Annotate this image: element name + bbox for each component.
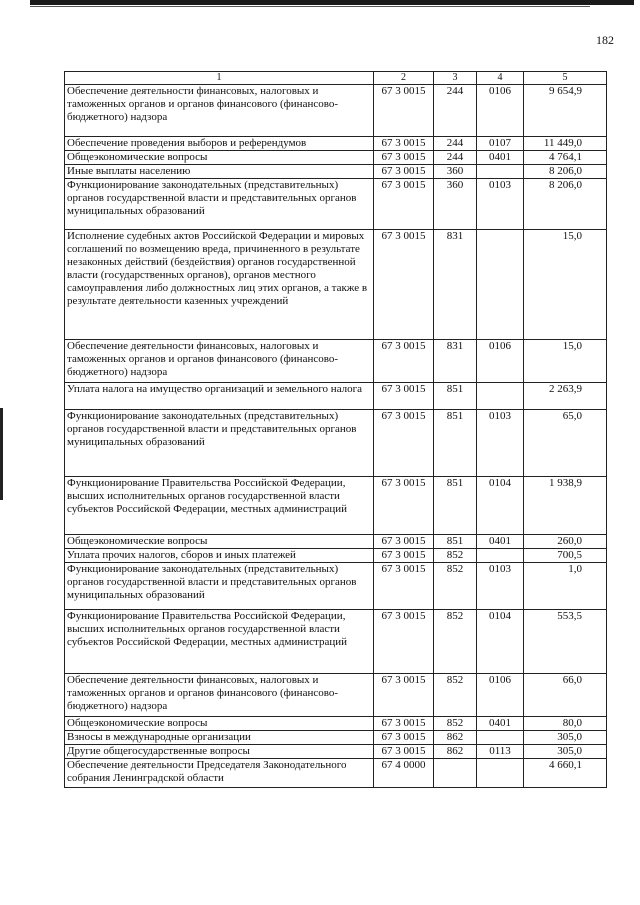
header-col-1: 1 bbox=[65, 72, 374, 85]
row-section bbox=[477, 549, 524, 563]
row-section bbox=[477, 383, 524, 410]
table-row bbox=[65, 759, 607, 788]
table-header-row bbox=[65, 72, 607, 85]
row-section: 0113 bbox=[477, 745, 524, 759]
row-expense-type: 244 bbox=[434, 151, 477, 165]
table-row bbox=[65, 563, 607, 610]
row-code: 67 3 0015 bbox=[374, 179, 434, 230]
budget-table-body bbox=[65, 72, 607, 788]
row-expense-type: 852 bbox=[434, 549, 477, 563]
row-amount: 305,0 bbox=[524, 731, 607, 745]
header-col-2: 2 bbox=[374, 72, 434, 85]
table-row bbox=[65, 610, 607, 674]
row-expense-type: 851 bbox=[434, 410, 477, 477]
row-amount: 8 206,0 bbox=[524, 165, 607, 179]
row-name: Функционирование законодательных (представительных) органов государственной власти и представительных органов муниципальных образований bbox=[65, 179, 374, 230]
row-code: 67 3 0015 bbox=[374, 610, 434, 674]
row-code: 67 3 0015 bbox=[374, 85, 434, 137]
row-code: 67 3 0015 bbox=[374, 731, 434, 745]
row-section: 0103 bbox=[477, 410, 524, 477]
row-amount: 65,0 bbox=[524, 410, 607, 477]
row-name: Общеэкономические вопросы bbox=[65, 151, 374, 165]
row-expense-type: 851 bbox=[434, 477, 477, 535]
row-code: 67 3 0015 bbox=[374, 137, 434, 151]
header-col-4: 4 bbox=[477, 72, 524, 85]
row-name: Иные выплаты населению bbox=[65, 165, 374, 179]
row-code: 67 3 0015 bbox=[374, 151, 434, 165]
table-row bbox=[65, 137, 607, 151]
row-section: 0107 bbox=[477, 137, 524, 151]
row-expense-type: 862 bbox=[434, 745, 477, 759]
row-code: 67 3 0015 bbox=[374, 410, 434, 477]
row-code: 67 3 0015 bbox=[374, 674, 434, 717]
row-amount: 4 764,1 bbox=[524, 151, 607, 165]
row-name: Функционирование законодательных (представительных) органов государственной власти и представительных органов муниципальных образований bbox=[65, 563, 374, 610]
row-amount: 1 938,9 bbox=[524, 477, 607, 535]
row-amount: 2 263,9 bbox=[524, 383, 607, 410]
table-row bbox=[65, 745, 607, 759]
row-section bbox=[477, 731, 524, 745]
row-expense-type: 852 bbox=[434, 717, 477, 731]
row-amount: 15,0 bbox=[524, 340, 607, 383]
row-name: Функционирование Правительства Российской Федерации, высших исполнительных органов государственной власти субъектов Российской Федерации, местных администраций bbox=[65, 610, 374, 674]
row-section: 0103 bbox=[477, 563, 524, 610]
row-name: Общеэкономические вопросы bbox=[65, 717, 374, 731]
header-col-3: 3 bbox=[434, 72, 477, 85]
row-amount: 553,5 bbox=[524, 610, 607, 674]
row-expense-type: 244 bbox=[434, 85, 477, 137]
row-amount: 4 660,1 bbox=[524, 759, 607, 788]
row-section bbox=[477, 759, 524, 788]
table-row bbox=[65, 179, 607, 230]
row-name: Общеэкономические вопросы bbox=[65, 535, 374, 549]
table-row bbox=[65, 410, 607, 477]
row-section bbox=[477, 165, 524, 179]
row-amount: 11 449,0 bbox=[524, 137, 607, 151]
row-amount: 305,0 bbox=[524, 745, 607, 759]
budget-table bbox=[64, 71, 607, 788]
row-code: 67 3 0015 bbox=[374, 340, 434, 383]
row-code: 67 3 0015 bbox=[374, 383, 434, 410]
row-code: 67 3 0015 bbox=[374, 230, 434, 340]
row-amount: 15,0 bbox=[524, 230, 607, 340]
header-col-5: 5 bbox=[524, 72, 607, 85]
row-name: Обеспечение деятельности финансовых, налоговых и таможенных органов и органов финансового (финансово-бюджетного) надзора bbox=[65, 85, 374, 137]
row-section: 0401 bbox=[477, 535, 524, 549]
row-name: Уплата прочих налогов, сборов и иных платежей bbox=[65, 549, 374, 563]
row-amount: 80,0 bbox=[524, 717, 607, 731]
row-expense-type bbox=[434, 759, 477, 788]
row-expense-type: 852 bbox=[434, 563, 477, 610]
page-number: 182 bbox=[596, 33, 614, 47]
row-expense-type: 852 bbox=[434, 610, 477, 674]
row-name: Обеспечение деятельности финансовых, налоговых и таможенных органов и органов финансового (финансово-бюджетного) надзора bbox=[65, 674, 374, 717]
row-amount: 260,0 bbox=[524, 535, 607, 549]
row-section: 0106 bbox=[477, 340, 524, 383]
row-amount: 66,0 bbox=[524, 674, 607, 717]
row-section: 0106 bbox=[477, 674, 524, 717]
row-section: 0401 bbox=[477, 717, 524, 731]
table-row bbox=[65, 151, 607, 165]
table-row bbox=[65, 165, 607, 179]
row-expense-type: 831 bbox=[434, 230, 477, 340]
row-section: 0104 bbox=[477, 477, 524, 535]
row-code: 67 3 0015 bbox=[374, 745, 434, 759]
scan-top-edge bbox=[30, 0, 634, 5]
row-name: Уплата налога на имущество организаций и земельного налога bbox=[65, 383, 374, 410]
row-expense-type: 862 bbox=[434, 731, 477, 745]
row-code: 67 3 0015 bbox=[374, 165, 434, 179]
table-row bbox=[65, 731, 607, 745]
row-code: 67 3 0015 bbox=[374, 563, 434, 610]
row-code: 67 3 0015 bbox=[374, 717, 434, 731]
row-name: Обеспечение деятельности финансовых, налоговых и таможенных органов и органов финансового (финансово-бюджетного) надзора bbox=[65, 340, 374, 383]
row-amount: 700,5 bbox=[524, 549, 607, 563]
row-amount: 1,0 bbox=[524, 563, 607, 610]
row-name: Обеспечение деятельности Председателя Законодательного собрания Ленинградской области bbox=[65, 759, 374, 788]
table-row bbox=[65, 535, 607, 549]
table-row bbox=[65, 340, 607, 383]
row-name: Функционирование Правительства Российской Федерации, высших исполнительных органов государственной власти субъектов Российской Федерации, местных администраций bbox=[65, 477, 374, 535]
row-section: 0106 bbox=[477, 85, 524, 137]
row-code: 67 3 0015 bbox=[374, 477, 434, 535]
row-name: Обеспечение проведения выборов и референдумов bbox=[65, 137, 374, 151]
row-name: Другие общегосударственные вопросы bbox=[65, 745, 374, 759]
row-name: Исполнение судебных актов Российской Федерации и мировых соглашений по возмещению вреда, причиненного в результате незаконных действий (бездействия) органов государственной власти (государственных органов), органов местного самоуправления либо должностных лиц этих органов, а также в результате деятельности казенных учреждений bbox=[65, 230, 374, 340]
table-row bbox=[65, 674, 607, 717]
table-row bbox=[65, 477, 607, 535]
row-section: 0401 bbox=[477, 151, 524, 165]
row-expense-type: 360 bbox=[434, 165, 477, 179]
row-section: 0103 bbox=[477, 179, 524, 230]
row-expense-type: 851 bbox=[434, 383, 477, 410]
row-code: 67 3 0015 bbox=[374, 549, 434, 563]
row-name: Взносы в международные организации bbox=[65, 731, 374, 745]
table-row bbox=[65, 383, 607, 410]
scan-binding-mark bbox=[0, 408, 3, 500]
table-row bbox=[65, 85, 607, 137]
table-row bbox=[65, 717, 607, 731]
row-section: 0104 bbox=[477, 610, 524, 674]
scan-top-edge-line bbox=[30, 6, 590, 7]
row-expense-type: 244 bbox=[434, 137, 477, 151]
table-row bbox=[65, 230, 607, 340]
row-code: 67 4 0000 bbox=[374, 759, 434, 788]
row-amount: 9 654,9 bbox=[524, 85, 607, 137]
row-expense-type: 851 bbox=[434, 535, 477, 549]
row-expense-type: 852 bbox=[434, 674, 477, 717]
row-section bbox=[477, 230, 524, 340]
row-name: Функционирование законодательных (представительных) органов государственной власти и представительных органов муниципальных образований bbox=[65, 410, 374, 477]
table-row bbox=[65, 549, 607, 563]
row-code: 67 3 0015 bbox=[374, 535, 434, 549]
row-expense-type: 831 bbox=[434, 340, 477, 383]
row-expense-type: 360 bbox=[434, 179, 477, 230]
row-amount: 8 206,0 bbox=[524, 179, 607, 230]
